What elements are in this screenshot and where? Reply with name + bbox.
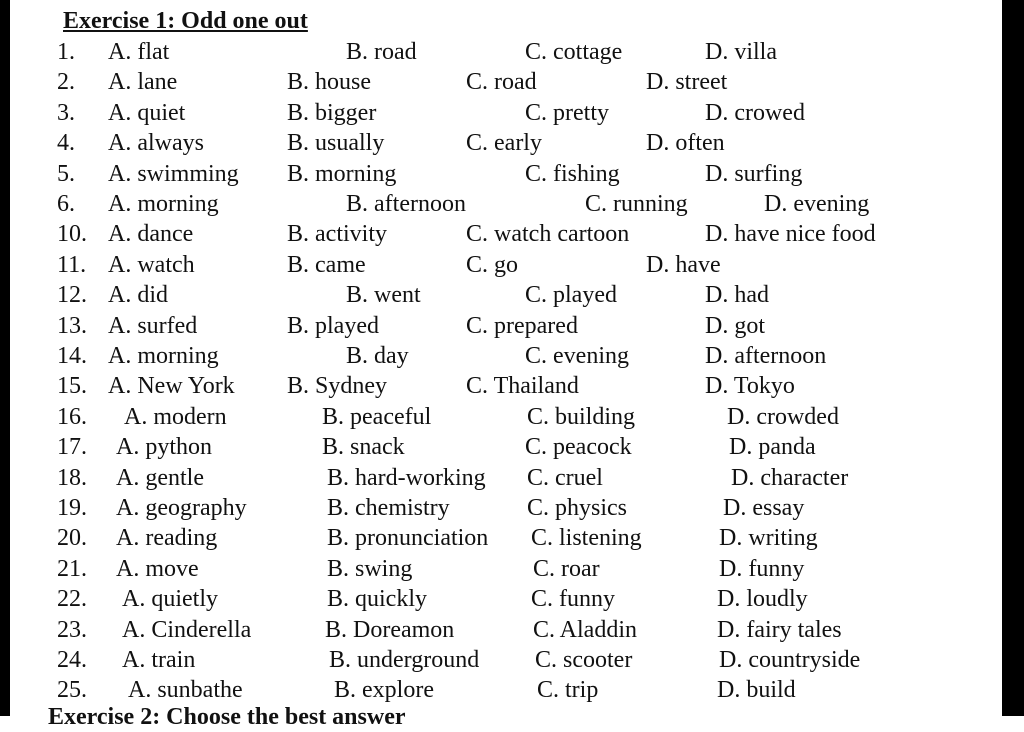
option-b: B. day xyxy=(346,343,409,369)
question-number: 17. xyxy=(57,434,87,461)
question-row xyxy=(0,37,1000,67)
option-d: D. have xyxy=(646,251,721,278)
option-b: B. activity xyxy=(287,221,387,248)
question-row xyxy=(0,159,1000,189)
question-number: 18. xyxy=(57,464,87,491)
option-d: D. fairy tales xyxy=(717,616,842,643)
option-a: A. always xyxy=(108,130,204,157)
question-row xyxy=(0,584,1000,614)
question-number: 4. xyxy=(57,130,75,157)
question-row xyxy=(0,311,1000,341)
option-c: C. watch cartoon xyxy=(466,221,630,248)
question-number: 22. xyxy=(57,586,87,613)
right-page-edge xyxy=(1002,0,1024,716)
option-a: A. train xyxy=(122,647,196,673)
option-b: B. chemistry xyxy=(327,495,450,521)
option-a: A. quiet xyxy=(108,99,186,126)
question-number: 16. xyxy=(57,403,87,430)
option-c: C. Aladdin xyxy=(533,616,638,643)
option-c: C. played xyxy=(525,282,617,309)
question-row xyxy=(0,675,1000,705)
option-b: B. bigger xyxy=(287,99,377,126)
option-b: B. afternoon xyxy=(346,191,466,217)
option-b: B. morning xyxy=(287,160,397,187)
question-number: 12. xyxy=(57,282,87,309)
option-d: D. afternoon xyxy=(705,343,827,369)
option-b: B. underground xyxy=(329,647,480,673)
option-a: A. python xyxy=(116,434,212,461)
question-number: 23. xyxy=(57,616,87,643)
option-c: C. evening xyxy=(525,343,629,369)
option-d: D. often xyxy=(646,130,725,157)
question-number: 14. xyxy=(57,343,87,369)
question-row xyxy=(0,432,1000,462)
question-row xyxy=(0,554,1000,584)
option-c: C. scooter xyxy=(535,647,633,673)
option-a: A. New York xyxy=(108,373,235,400)
option-b: B. played xyxy=(287,312,379,339)
question-row xyxy=(0,463,1000,493)
next-exercise-title: Exercise 2: Choose the best answer xyxy=(48,704,406,730)
option-a: A. did xyxy=(108,282,168,309)
question-number: 5. xyxy=(57,160,75,187)
option-d: D. had xyxy=(705,282,769,309)
option-c: C. prepared xyxy=(466,312,578,339)
option-c: C. funny xyxy=(531,586,615,613)
option-a: A. sunbathe xyxy=(128,677,243,704)
option-d: D. evening xyxy=(764,191,870,217)
option-d: D. panda xyxy=(729,434,816,461)
option-d: D. essay xyxy=(723,495,805,521)
question-number: 20. xyxy=(57,525,87,552)
question-number: 11. xyxy=(57,251,87,278)
option-d: D. countryside xyxy=(719,647,861,673)
question-row xyxy=(0,645,1000,675)
option-c: C. cruel xyxy=(527,464,603,491)
option-a: A. swimming xyxy=(108,160,239,187)
option-b: B. peaceful xyxy=(322,403,432,430)
option-c: C. listening xyxy=(531,525,642,552)
option-b: B. usually xyxy=(287,130,385,157)
option-c: C. pretty xyxy=(525,99,609,126)
question-number: 13. xyxy=(57,312,87,339)
option-a: A. gentle xyxy=(116,464,204,491)
option-a: A. lane xyxy=(108,69,178,96)
option-b: B. snack xyxy=(322,434,405,461)
option-a: A. reading xyxy=(116,525,218,552)
option-d: D. Tokyo xyxy=(705,373,795,400)
question-number: 24. xyxy=(57,647,87,673)
option-a: A. modern xyxy=(124,403,227,430)
option-b: B. hard-working xyxy=(327,464,486,491)
option-d: D. got xyxy=(705,312,765,339)
option-d: D. surfing xyxy=(705,160,803,187)
exercise-title: Exercise 1: Odd one out xyxy=(63,8,308,34)
option-a: A. morning xyxy=(108,191,219,217)
option-d: D. crowded xyxy=(727,403,839,430)
option-a: A. surfed xyxy=(108,312,198,339)
option-c: C. fishing xyxy=(525,160,620,187)
question-row xyxy=(0,615,1000,645)
option-b: B. quickly xyxy=(327,586,427,613)
option-a: A. move xyxy=(116,555,199,582)
option-c: C. go xyxy=(466,251,519,278)
option-c: C. building xyxy=(527,403,636,430)
question-row xyxy=(0,98,1000,128)
option-d: D. have nice food xyxy=(705,221,876,248)
question-number: 1. xyxy=(57,39,75,65)
option-a: A. flat xyxy=(108,39,170,65)
option-d: D. crowed xyxy=(705,99,805,126)
question-number: 19. xyxy=(57,495,87,521)
question-number: 6. xyxy=(57,191,75,217)
option-a: A. Cinderella xyxy=(122,616,252,643)
question-row xyxy=(0,128,1000,158)
question-row xyxy=(0,67,1000,97)
option-c: C. Thailand xyxy=(466,373,579,400)
option-c: C. peacock xyxy=(525,434,632,461)
option-c: C. road xyxy=(466,69,537,96)
option-b: B. road xyxy=(346,39,417,65)
option-d: D. loudly xyxy=(717,586,808,613)
option-c: C. running xyxy=(585,191,688,217)
option-d: D. character xyxy=(731,464,849,491)
option-b: B. house xyxy=(287,69,371,96)
question-row xyxy=(0,280,1000,310)
question-number: 3. xyxy=(57,99,75,126)
option-d: D. writing xyxy=(719,525,818,552)
question-row xyxy=(0,493,1000,523)
question-row xyxy=(0,402,1000,432)
option-a: A. dance xyxy=(108,221,194,248)
option-a: A. morning xyxy=(108,343,219,369)
option-b: B. went xyxy=(346,282,421,309)
option-b: B. came xyxy=(287,251,366,278)
option-a: A. geography xyxy=(116,495,247,521)
question-number: 25. xyxy=(57,677,87,704)
option-b: B. Doreamon xyxy=(325,616,455,643)
question-row xyxy=(0,189,1000,219)
option-c: C. physics xyxy=(527,495,628,521)
option-d: D. street xyxy=(646,69,728,96)
question-row xyxy=(0,250,1000,280)
option-b: B. pronunciation xyxy=(327,525,489,552)
option-d: D. build xyxy=(717,677,796,704)
question-row xyxy=(0,371,1000,401)
question-row xyxy=(0,523,1000,553)
option-c: C. early xyxy=(466,130,542,157)
option-b: B. Sydney xyxy=(287,373,388,400)
option-d: D. funny xyxy=(719,555,805,582)
option-b: B. explore xyxy=(334,677,434,704)
option-a: A. quietly xyxy=(122,586,218,613)
option-c: C. roar xyxy=(533,555,600,582)
question-row xyxy=(0,341,1000,371)
question-row xyxy=(0,219,1000,249)
option-d: D. villa xyxy=(705,39,777,65)
question-number: 21. xyxy=(57,555,87,582)
option-b: B. swing xyxy=(327,555,413,582)
question-number: 15. xyxy=(57,373,87,400)
question-number: 2. xyxy=(57,69,75,96)
option-c: C. trip xyxy=(537,677,599,704)
question-number: 10. xyxy=(57,221,87,248)
option-a: A. watch xyxy=(108,251,195,278)
option-c: C. cottage xyxy=(525,39,623,65)
